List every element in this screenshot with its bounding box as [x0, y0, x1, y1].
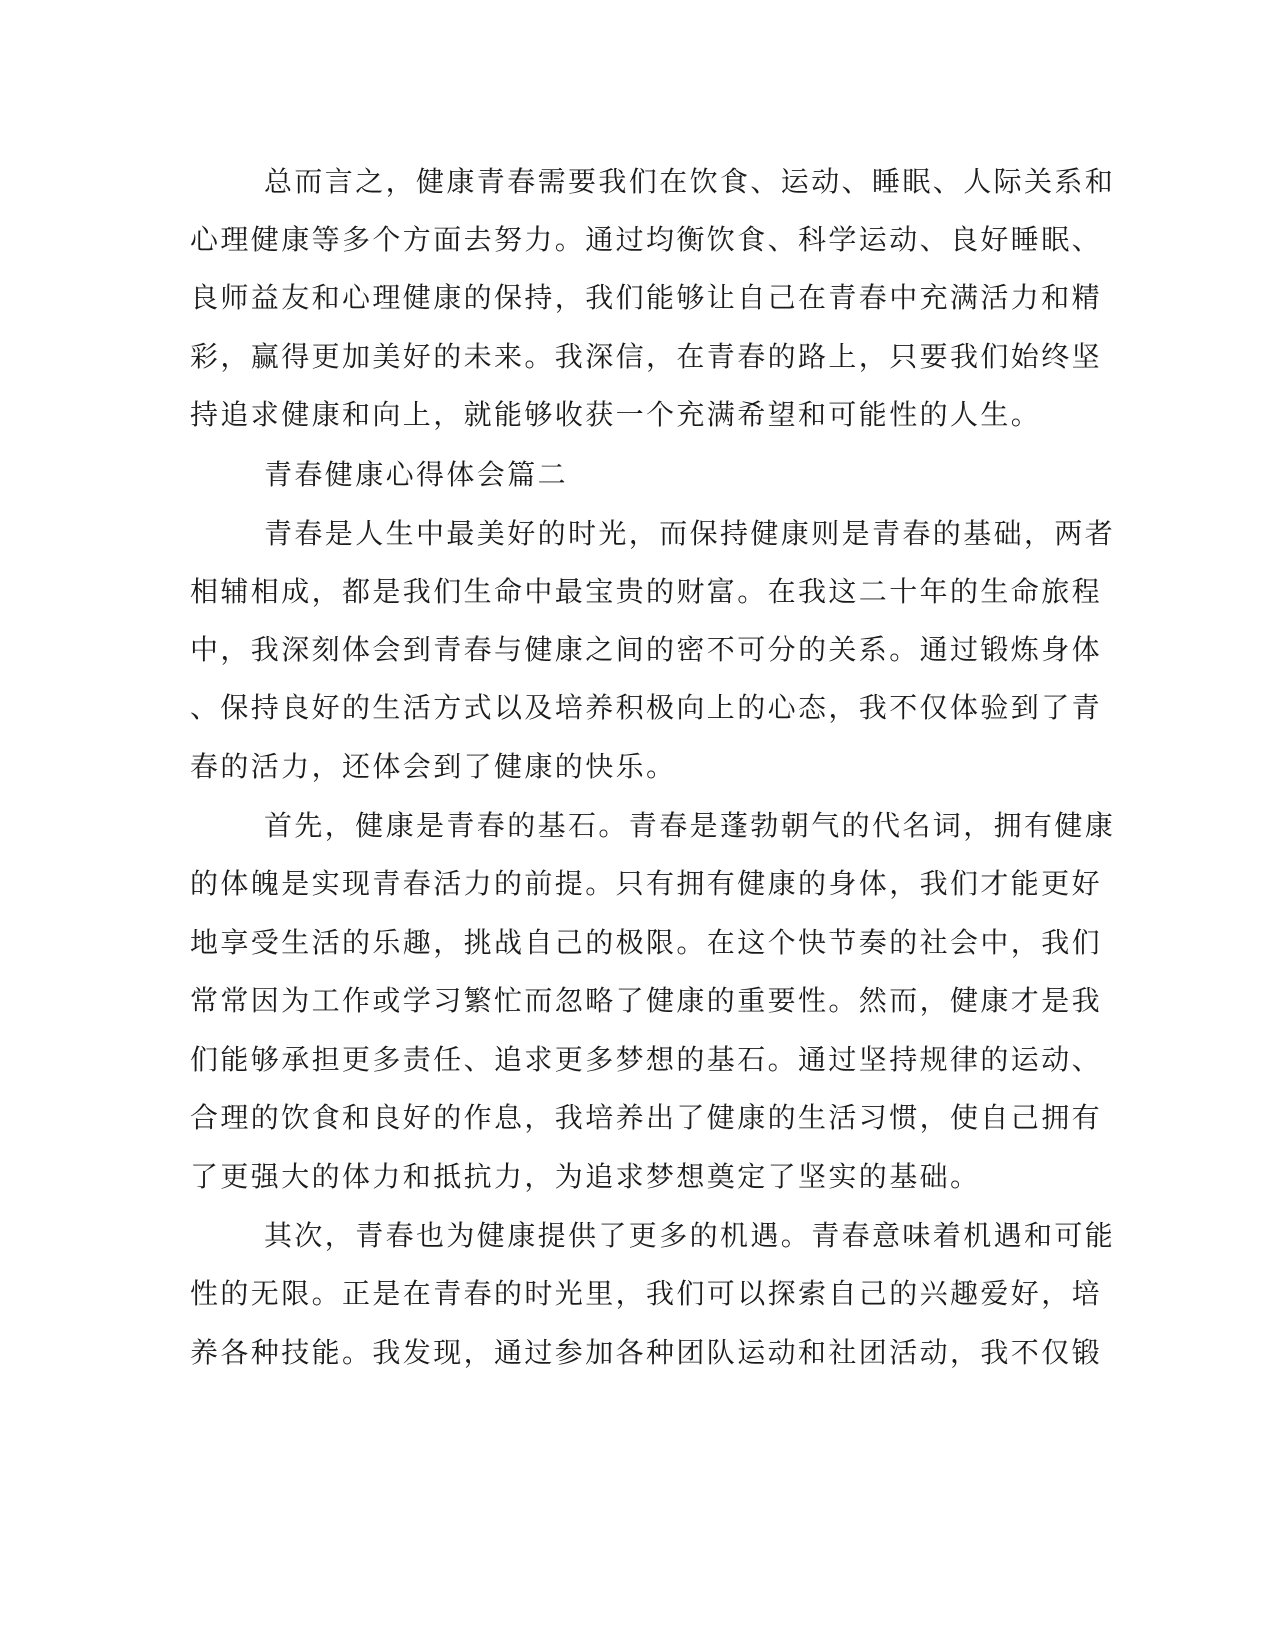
paragraph-line: 持追求健康和向上，就能够收获一个充满希望和可能性的人生。 [190, 398, 1042, 431]
paragraph-line: 地享受生活的乐趣，挑战自己的极限。在这个快节奏的社会中，我们 [190, 926, 1103, 959]
paragraph-line: 良师益友和心理健康的保持，我们能够让自己在青春中充满活力和精 [190, 281, 1103, 314]
paragraph-line: 们能够承担更多责任、追求更多梦想的基石。通过坚持规律的运动、 [190, 1043, 1103, 1076]
paragraph-line: 合理的饮食和良好的作息，我培养出了健康的生活习惯，使自己拥有 [190, 1101, 1103, 1134]
paragraph-line: 养各种技能。我发现，通过参加各种团队运动和社团活动，我不仅锻 [190, 1336, 1103, 1369]
section-heading: 青春健康心得体会篇二 [264, 458, 569, 491]
paragraph-line: 青春是人生中最美好的时光，而保持健康则是青春的基础，两者 [264, 517, 1116, 550]
paragraph-line: 其次，青春也为健康提供了更多的机遇。青春意味着机遇和可能 [264, 1219, 1116, 1252]
paragraph-line: 首先，健康是青春的基石。青春是蓬勃朝气的代名词，拥有健康 [264, 809, 1116, 842]
paragraph-line: 总而言之，健康青春需要我们在饮食、运动、睡眠、人际关系和 [264, 165, 1116, 198]
paragraph-line: 春的活力，还体会到了健康的快乐。 [190, 750, 677, 783]
paragraph-line: 的体魄是实现青春活力的前提。只有拥有健康的身体，我们才能更好 [190, 867, 1103, 900]
paragraph-line: 常常因为工作或学习繁忙而忽略了健康的重要性。然而，健康才是我 [190, 984, 1103, 1017]
paragraph-line: 、保持良好的生活方式以及培养积极向上的心态，我不仅体验到了青 [190, 691, 1103, 724]
paragraph-line: 心理健康等多个方面去努力。通过均衡饮食、科学运动、良好睡眠、 [190, 223, 1103, 256]
paragraph-line: 了更强大的体力和抵抗力，为追求梦想奠定了坚实的基础。 [190, 1160, 981, 1193]
paragraph-line: 性的无限。正是在青春的时光里，我们可以探索自己的兴趣爱好，培 [190, 1277, 1103, 1310]
paragraph-line: 彩，赢得更加美好的未来。我深信，在青春的路上，只要我们始终坚 [190, 340, 1103, 373]
paragraph-line: 相辅相成，都是我们生命中最宝贵的财富。在我这二十年的生命旅程 [190, 575, 1103, 608]
paragraph-line: 中，我深刻体会到青春与健康之间的密不可分的关系。通过锻炼身体 [190, 633, 1103, 666]
